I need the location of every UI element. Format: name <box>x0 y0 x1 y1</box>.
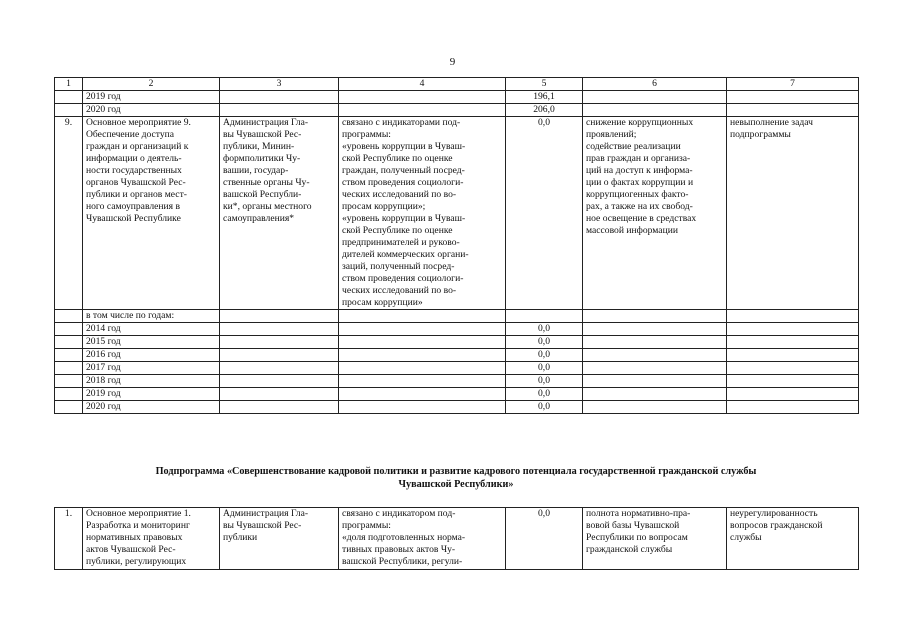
cell-text-line: снижение коррупционных <box>586 117 694 128</box>
cell-text-line: связано с индикаторами под- <box>342 117 461 128</box>
value-cell: 0,0 <box>506 388 583 401</box>
year-cell: 2018 год <box>83 375 220 388</box>
cell-text-line: Администрация Гла- <box>223 117 309 128</box>
measure-name-cell <box>83 508 220 570</box>
column-number: 6 <box>583 78 727 91</box>
value-cell: 206,0 <box>506 104 583 117</box>
cell-text-line: формполитики Чу- <box>223 153 301 164</box>
cell-text-line: заций, полученный посред- <box>342 261 455 272</box>
cell-text-line: публики, регулирующих <box>86 556 187 567</box>
cell-text-line: программы: <box>342 520 391 531</box>
cell-text-line: Разработка и мониторинг <box>86 520 190 531</box>
cell-text-line: ное освещение в средствах <box>586 213 697 224</box>
row-number: 1. <box>55 508 83 570</box>
year-cell: 2016 год <box>83 349 220 362</box>
measure-row <box>55 508 859 570</box>
expected-result-cell <box>583 117 727 310</box>
year-cell: 2015 год <box>83 336 220 349</box>
measures-table <box>54 77 859 414</box>
year-cell: 2014 год <box>83 323 220 336</box>
cell-text-line: актов Чувашской Рес- <box>86 544 176 555</box>
cell-text-line: связано с индикатором под- <box>342 508 456 519</box>
cell-text-line: ством проведения социологи- <box>342 177 464 188</box>
cell-text-line: невыполнение задач <box>730 117 813 128</box>
expected-result-cell <box>583 508 727 570</box>
indicator-link-cell <box>339 508 506 570</box>
subprogram-heading-line: Чувашской Республики» <box>398 479 514 490</box>
executor-cell <box>220 508 339 570</box>
table-header-row <box>55 78 859 91</box>
cell-text-line: ции о фактах коррупции и <box>586 177 694 188</box>
cell-text-line: нормативных правовых <box>86 532 183 543</box>
cell-text-line: Чувашской Республике <box>86 213 181 224</box>
cell-text-line: ческих исследований по во- <box>342 285 457 296</box>
cell-text-line: проявлений; <box>586 129 637 140</box>
cell-text-line: Основное мероприятие 9. <box>86 117 191 128</box>
cell-text-line: ности государственных <box>86 165 182 176</box>
year-cell: 2019 год <box>83 388 220 401</box>
cell-text-line: тивных правовых актов Чу- <box>342 544 456 555</box>
cell-text-line: просам коррупции» <box>342 297 423 308</box>
cell-text-line: граждан и организаций к <box>86 141 189 152</box>
indicator-link-cell <box>339 117 506 310</box>
cell-text-line: публики, Минин- <box>223 141 295 152</box>
year-cell: 2019 год <box>83 91 220 104</box>
cell-text-line: публики <box>223 532 258 543</box>
cell-text-line: вашии, государ- <box>223 165 289 176</box>
cell-text-line: полнота нормативно-пра- <box>586 508 691 519</box>
consequence-cell <box>727 508 859 570</box>
cell-text-line: вашской Республи- <box>223 189 302 200</box>
cell-text-line: вашской Республики, регули- <box>342 556 463 567</box>
cell-text-line: неурегулированность <box>730 508 818 519</box>
table-row <box>55 91 859 104</box>
table-row <box>55 336 859 349</box>
measures-table-2 <box>54 507 859 570</box>
subprogram-heading-line: Подпрограмма «Совершенствование кадровой политики и развитие кадрового потенциала государственной гражданской службы <box>155 466 757 477</box>
table-row <box>55 104 859 117</box>
cell-text-line: органов Чувашской Рес- <box>86 177 186 188</box>
table-row <box>55 323 859 336</box>
cell-text-line: ственные органы Чу- <box>223 177 310 188</box>
table-row <box>55 375 859 388</box>
cell-text-line: ством проведения социологи- <box>342 273 464 284</box>
subprogram-heading <box>54 465 858 491</box>
cell-text-line: службы <box>730 532 762 543</box>
page-number: 9 <box>449 56 456 68</box>
by-years-label: в том числе по годам: <box>83 310 220 323</box>
cell-text-line: Администрация Гла- <box>223 508 309 519</box>
cell-text-line: массовой информации <box>586 225 678 236</box>
value-cell: 0,0 <box>506 508 583 570</box>
cell-text-line: граждан, полученный посред- <box>342 165 465 176</box>
cell-text-line: гражданской службы <box>586 544 673 555</box>
year-cell: 2017 год <box>83 362 220 375</box>
cell-text-line: самоуправления* <box>223 213 295 224</box>
row-number: 9. <box>55 117 83 310</box>
cell-text-line: ской Республике по оценке <box>342 225 453 236</box>
value-cell: 0,0 <box>506 117 583 310</box>
column-number: 2 <box>83 78 220 91</box>
consequence-cell <box>727 117 859 310</box>
cell-text-line: публики и органов мест- <box>86 189 187 200</box>
column-number: 3 <box>220 78 339 91</box>
cell-text-line: Основное мероприятие 1. <box>86 508 191 519</box>
column-number: 1 <box>55 78 83 91</box>
cell-text-line: предпринимателей и руково- <box>342 237 460 248</box>
cell-text-line: содействие реализации <box>586 141 681 152</box>
cell-text-line: «доля подготовленных норма- <box>342 532 466 543</box>
cell-text-line: «уровень коррупции в Чуваш- <box>342 213 466 224</box>
value-cell: 0,0 <box>506 323 583 336</box>
cell-text-line: «уровень коррупции в Чуваш- <box>342 141 466 152</box>
value-cell: 0,0 <box>506 362 583 375</box>
cell-text-line: ской Республике по оценке <box>342 153 453 164</box>
cell-text-line: ки*, органы местного <box>223 201 312 212</box>
value-cell: 0,0 <box>506 375 583 388</box>
cell-text-line: Республики по вопросам <box>586 532 688 543</box>
cell-text-line: вопросов гражданской <box>730 520 823 531</box>
executor-cell <box>220 117 339 310</box>
cell-text-line: подпрограммы <box>730 129 791 140</box>
measure-name-cell <box>83 117 220 310</box>
cell-text-line: вы Чувашской Рес- <box>223 129 302 140</box>
cell-text-line: коррупциогенных факто- <box>586 189 689 200</box>
measure-row <box>55 117 859 310</box>
cell-text-line: дителей коммерческих органи- <box>342 249 469 260</box>
table-row <box>55 349 859 362</box>
table-row <box>55 401 859 414</box>
cell-text-line: вы Чувашской Рес- <box>223 520 302 531</box>
table-row <box>55 310 859 323</box>
cell-text-line: Обеспечение доступа <box>86 129 175 140</box>
column-number: 5 <box>506 78 583 91</box>
table-row <box>55 388 859 401</box>
year-cell: 2020 год <box>83 104 220 117</box>
cell-text-line: прав граждан и организа- <box>586 153 691 164</box>
value-cell: 0,0 <box>506 336 583 349</box>
cell-text-line: ций на доступ к информа- <box>586 165 693 176</box>
cell-text-line: вовой базы Чувашской <box>586 520 680 531</box>
cell-text-line: рах, а также на их свобод- <box>586 201 693 212</box>
cell-text-line: ческих исследований по во- <box>342 189 457 200</box>
column-number: 4 <box>339 78 506 91</box>
cell-text-line: информации о деятель- <box>86 153 182 164</box>
cell-text-line: просам коррупции»; <box>342 201 426 212</box>
year-cell: 2020 год <box>83 401 220 414</box>
value-cell: 0,0 <box>506 401 583 414</box>
cell-text-line: ного самоуправления в <box>86 201 181 212</box>
table-row <box>55 362 859 375</box>
value-cell: 0,0 <box>506 349 583 362</box>
value-cell: 196,1 <box>506 91 583 104</box>
cell-text-line: программы: <box>342 129 391 140</box>
column-number: 7 <box>727 78 859 91</box>
